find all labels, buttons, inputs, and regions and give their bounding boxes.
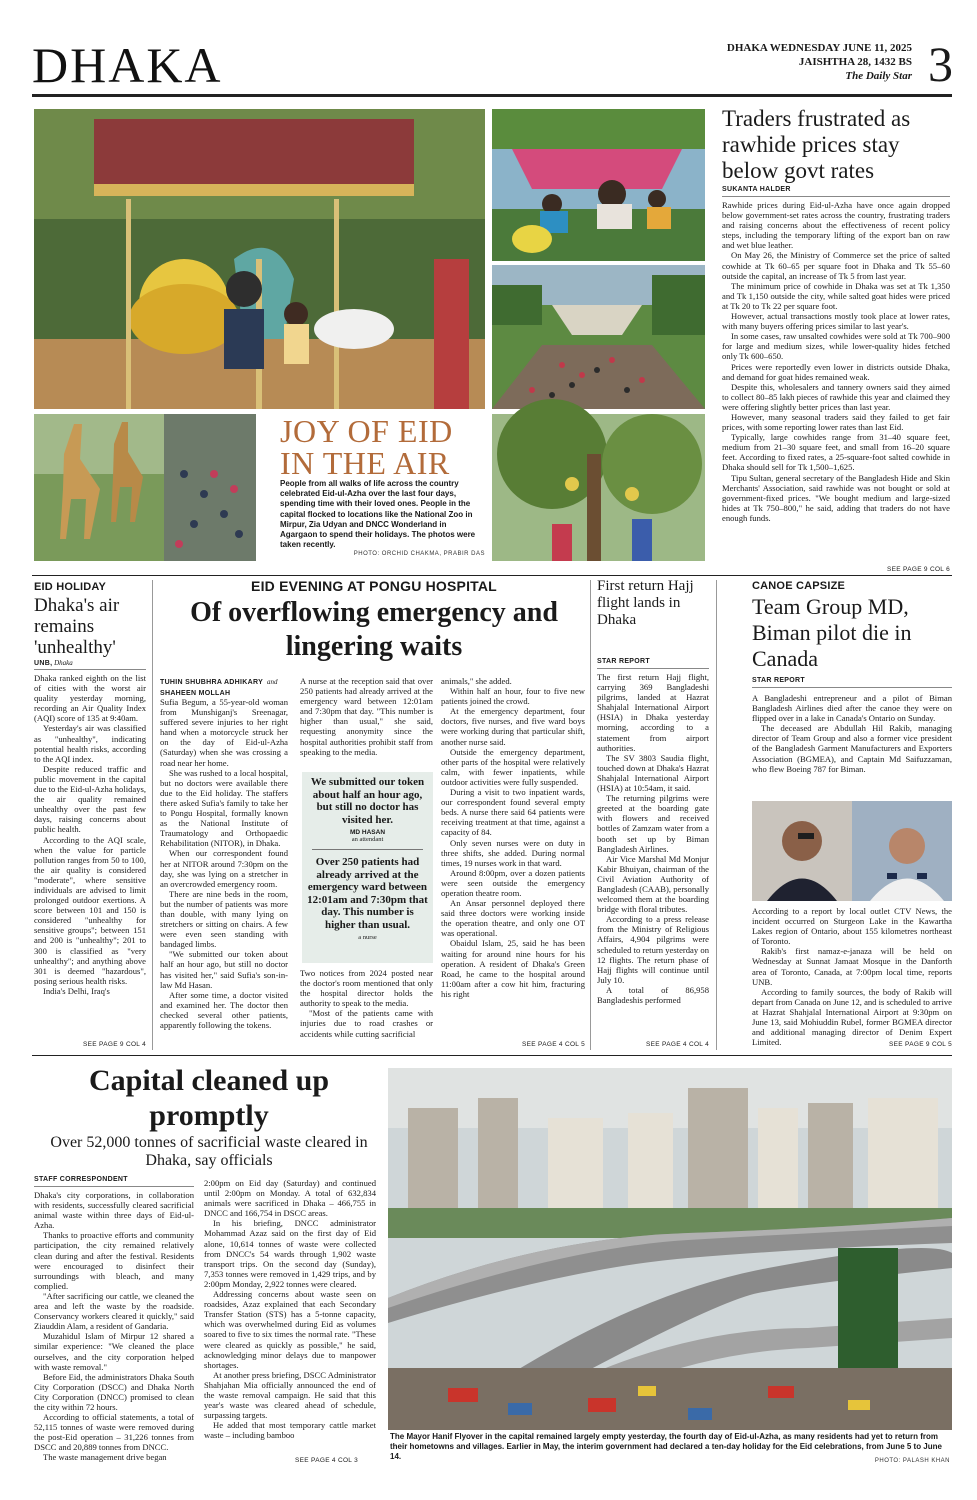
paragraph: Within half an hour, four to five new patients joined the crowd.: [441, 686, 585, 707]
pongu-byline-block: [160, 676, 288, 698]
canoe-body-top: [752, 693, 952, 799]
paragraph: In his briefing, DNCC administrator Mohammad Azaz said on the first day of Eid alone, 10,614 tonnes of waste were collected from DNCC's 54 wards through 1,902 waste transport trips. On the second day (Sunday), 7,353 tonnes were removed in 1,429 trips, and by 2:00pm Monday, 2,922 tonnes were cleared.: [204, 1218, 376, 1289]
paragraph: "We submitted our token about half an hour ago, but still no doctor has visited her," said Sufia's son-in-law Md Hasan.: [160, 949, 288, 990]
paragraph: Two notices from 2024 posted near the doctor's room mentioned that only the hospital director holds the authority to speak to the media.: [300, 968, 433, 1009]
capital-byline-rule: [34, 1186, 194, 1187]
paragraph: Yesterday's air was classified as "unhealthy", indicating potential health risks, according to the AQI index.: [34, 723, 146, 764]
rawhide-body: [722, 200, 950, 565]
air-column-rule: [152, 580, 153, 1050]
paragraph: According to official statements, a total of 52,115 tonnes of waste were removed during the post-Eid operation – 31,226 tonnes from DSCC and 20,889 tonnes from DNCC.: [34, 1412, 194, 1453]
air-headline: Dhaka's air remains 'unhealthy': [34, 595, 120, 658]
page-number: 3: [928, 36, 953, 92]
middle-section-rule: [32, 1055, 952, 1056]
paragraph: According to family sources, the body of Rakib will depart from Canada on June 12, and is scheduled to arrive at Hazrat Shahjalal International Airport at 9:30pm on June 13, said Mohiuddin Rubel, former BGMEA director and additional managing director of Denim Expert Limited.: [752, 986, 952, 1048]
pongu-jump: SEE PAGE 4 COL 5: [522, 1041, 585, 1048]
paragraph: The minimum price of cowhide in Dhaka was set at Tk 1,350 and Tk 1,150 outside the city, while salted goat hides were priced at Tk 20 to Tk 22 per square foot.: [722, 280, 950, 311]
canoe-portraits-photo: [752, 801, 952, 901]
pongu-col1: [160, 697, 288, 1050]
paragraph: The waste management drive began: [43, 1452, 167, 1463]
canoe-byline-rule: [752, 687, 952, 688]
paragraph: animals," she added.: [441, 676, 512, 686]
pongu-quote2-role: a nurse: [358, 934, 377, 941]
paragraph: The deceased are Abdullah Hil Rakib, managing director of Team Group and also a former vice president of the Bangladesh Garment Manufacturers and Exporters Association (BGMEA), and Captain Md Saifuzzaman, who flew Boeing 787 for Biman.: [752, 723, 952, 774]
capital-subhead: Over 52,000 tonnes of sacrificial waste cleared in Dhaka, say officials: [50, 1134, 368, 1169]
paragraph: Around 8:00pm, over a dozen patients were seen outside the emergency operation theatre room.: [441, 867, 585, 898]
pongu-quote1-role: an attendant: [351, 836, 384, 843]
pongu-quote-divider: [312, 849, 423, 850]
paragraph: Obaidul Islam, 25, said he has been waiting for around nine hours for his operation. A resident of Dhaka's Green Road, he came to the hospital around 11:00am after a cow hit him, fracturing his right: [441, 938, 585, 999]
pongu-col2-top: [300, 676, 433, 768]
paragraph: At another press briefing, DSCC Administrator Shahjahan Mia officially announced the end of the waste removal campaign. He said that this year's waste was cleared ahead of schedule, surpassing targets.: [204, 1369, 376, 1421]
flyover-photo: [388, 1068, 952, 1430]
paragraph: Before Eid, the administrators Dhaka South City Corporation (DSCC) and Dhaka North City Corporation (DNCC) promised to clean the city within 72 hours.: [34, 1371, 194, 1412]
paragraph: Addressing concerns about waste seen on roadsides, Azaz explained that each Secondary Transfer Station (STS) has a 5-tonne capacity, which was overwhelmed during Eid as volumes soared to five to six times the normal rate. "These were cleared as quickly as possible," he said, acknowledging minor delays due to manpower shortages.: [204, 1289, 376, 1370]
capital-col1: [34, 1190, 194, 1463]
paragraph: Air Vice Marshal Md Monjur Kabir Bhuiyan, chairman of the Civil Aviation Authority of Bangladesh (CAAB), personally welcomed them at the boarding bridge with floral tributes.: [597, 853, 709, 915]
hajj-column-rule: [716, 580, 717, 1050]
paragraph: Despite reduced traffic and public movement in the capital due to the Eid-ul-Azha holidays, the air quality remained unhealthy over the past few days, raising concerns about public health.: [34, 763, 146, 835]
paragraph: "After sacrificing our cattle, we cleaned the area and left the waste by the roadside. Conservancy workers cleared it quickly," said Ziauddin Alam, a resident of Gandaria.: [34, 1290, 194, 1332]
pongu-column-rule: [590, 580, 591, 1050]
canoe-byline: STAR REPORT: [752, 677, 805, 684]
paragraph: Prices were reportedly even lower in districts outside Dhaka, and demand for goat hides remained weak.: [722, 361, 950, 382]
paragraph: The SV 3803 Saudia flight, touched down at Dhaka's Hazrat Shahjalal International Airport (HSIA) at 10:54am, it said.: [597, 752, 709, 794]
paragraph: During a visit to two inpatient wards, our correspondent found several empty beds. A nurse there said 64 patients were receiving treatment at that time, against a capacity of 84.: [441, 787, 585, 838]
carousel-photo: [34, 109, 485, 409]
paragraph: Despite this, wholesalers and tannery owners said they aimed to collect 80–85 lakh pieces of rawhide this year and claimed they were offering slightly better prices than last year.: [722, 381, 950, 412]
pongu-byline-and: and: [267, 678, 278, 686]
paragraph: He added that most temporary cattle market waste – including bamboo: [204, 1420, 376, 1441]
capital-byline: STAFF CORRESPONDENT: [34, 1176, 128, 1183]
air-byline: UNB,: [34, 660, 53, 667]
paragraph: Typically, large cowhides range from 31–40 square feet, medium from 21–30 square feet, and small from 16–20 square feet. According to fixed rates, a 25-square-foot salted cowhide in Dhaka should sell for Tk 1,500–1,625.: [722, 432, 950, 473]
canoe-jump: SEE PAGE 9 COL 5: [889, 1041, 952, 1048]
paragraph: According to the AQI scale, when the value for particle pollution ranges from 50 to 100, the air quality is considered "moderate", where sensitive individuals are advised to limit prolonged outdoor exertions. A score between 101 and 150 is considered "unhealthy for sensitive groups"; between 151 and 200 is "unhealthy"; 201 to 300 is classified as "very unhealthy"; and anything above 301 is deemed "hazardous", posing serious health risks.: [34, 834, 146, 986]
paragraph: An Ansar personnel deployed there said three doctors were working inside the operation theatre, and only one OT was operational.: [441, 898, 585, 939]
pongu-quote2: Over 250 patients had already arrived at the emergency ward between 12:01am and 7:30pm that day. This number is higher than usual.: [307, 856, 428, 931]
paragraph: The returning pilgrims were greeted at the boarding gate with flowers and received bottles of Zamzam water from a booth set up by Biman Bangladesh Airlines.: [597, 793, 709, 854]
dateline: DHAKA WEDNESDAY JUNE 11, 2025: [726, 42, 912, 54]
paragraph: A total of 86,958 Bangladeshis performed: [597, 984, 709, 1005]
paragraph: Rawhide prices during Eid-ul-Azha have once again dropped below government-set rates across the country, frustrating traders and raising concerns about the effectiveness of recent policy steps, including the temporary lifting of the export ban on raw and wet blue leather.: [722, 200, 950, 251]
hajj-byline-rule: [597, 668, 709, 669]
hajj-headline: First return Hajj flight lands in Dhaka: [597, 578, 694, 628]
paragraph: Rakib's first namaz-e-janaza will be held on Wednesday at Sunnat Jamaat Mosque in the Danforth area of Toronto, Canada, at 7:00pm local time, reports UNB.: [752, 946, 952, 987]
hajj-byline: STAR REPORT: [597, 658, 650, 665]
paragraph: Sufia Begum, a 55-year-old woman from Munshiganj's Sreenagar, suffered severe injuries to her right hand when a motorcycle struck her on the day of Eid-ul-Azha (Saturday) when she was crossing a road near her home.: [160, 697, 288, 768]
paragraph: At the emergency department, four doctors, five nurses, and five ward boys were working during that particular shift, another nurse said.: [441, 706, 585, 747]
rawhide-byline: SUKANTA HALDER: [722, 186, 791, 193]
air-body: [34, 673, 146, 1038]
paragraph: There are nine beds in the room, but the number of patients was more than double, with many lying on stretchers or sitting on chairs. A few were even seen standing with bandaged limbs.: [160, 888, 288, 950]
paragraph: "Most of the patients came with injuries due to road crashes or accidents while cutting sacrificial: [300, 1008, 433, 1039]
paragraph: She was rushed to a local hospital, but no doctors were available there due to the Eid holiday. The staffers there asked Sufia's family to take her to Pongu Hospital, formally known as the National Institute of Traumatology and Orthopaedic Rehabilitation (NITOR), in Dhaka.: [160, 767, 288, 849]
capital-headline: Capital cleaned up promptly: [88, 1064, 330, 1132]
paragraph: Only seven nurses were on duty in three shifts, she added. During normal times, 19 nurses work in that ward.: [441, 837, 585, 868]
paragraph: The first return Hajj flight, carrying 369 Bangladeshi pilgrims, landed at Hazrat Shahjalal International Airport (HSIA) in Dhaka yesterday morning, according to a statement from airport authorities.: [597, 672, 709, 753]
section-title: DHAKA: [32, 37, 223, 93]
air-kicker: EID HOLIDAY: [34, 581, 107, 593]
paragraph: Dhaka's city corporations, in collaboration with residents, successfully cleared sacrificial animal waste within three days of Eid-ul-Azha.: [34, 1190, 194, 1231]
bangla-date: JAISHTHA 28, 1432 BS: [798, 56, 912, 68]
hajj-jump: SEE PAGE 4 COL 4: [646, 1041, 709, 1048]
air-byline-place: Dhaka: [54, 659, 73, 667]
paragraph: India's Delhi, Iraq's: [43, 985, 110, 996]
pongu-quote1: We submitted our token about half an hour ago, but still no doctor has visited her.: [310, 776, 425, 826]
rawhide-byline-rule: [722, 196, 950, 197]
capital-jump: SEE PAGE 4 COL 3: [295, 1457, 358, 1464]
photo-feature-headline: [280, 415, 490, 479]
flyover-credit: PHOTO: PALASH KHAN: [874, 1458, 950, 1464]
pongu-byline: TUHIN SHUBHRA ADHIKARY: [160, 679, 264, 686]
tree-children-photo: [492, 414, 705, 561]
flyover-caption: The Mayor Hanif Flyover in the capital remained largely empty yesterday, the fourth day of Eid-ul-Azha, as many residents had yet to return from their hometowns and villages. Earlier in May, the interim government had declared a ten-day holiday for the Eid celebrations, from June 5 to June 14.: [390, 1432, 942, 1462]
paragraph: According to a report by local outlet CTV News, the incident occurred on Sturgeon Lake in the Kawartha Lakes region of Ontario, about 155 kilometres northeast of Toronto.: [752, 906, 952, 947]
park-crowd-photo: [492, 265, 705, 409]
paragraph: On May 26, the Ministry of Commerce set the price of salted cowhide at Tk 60–65 per square foot in Dhaka and Tk 55–60 outside the capital, an increase of Tk 5 from last year.: [722, 250, 950, 281]
pongu-quote-box: [302, 772, 433, 963]
top-section-rule: [32, 575, 952, 576]
rawhide-headline: Traders frustrated as rawhide prices stay below govt rates: [722, 106, 911, 183]
hajj-body: [597, 672, 709, 1041]
wonderland-photo: [492, 109, 705, 261]
pongu-byline2: SHAHEEN MOLLAH: [160, 690, 231, 697]
capital-col2: [204, 1178, 376, 1460]
paragraph: A Bangladeshi entrepreneur and a pilot of Biman Bangladesh Airlines died after the canoe they were on flipped over in a lake in Canada's Ontario on Sunday.: [752, 693, 952, 724]
paragraph: 2:00pm on Eid day (Saturday) and continued until 2:00pm on Monday. A total of 632,834 animals were sacrificed in Dhaka – 466,755 in DNCC and 166,754 in DSCC areas.: [204, 1178, 376, 1219]
pongu-col2-bottom: [300, 968, 433, 1050]
photo-feature-headline-line1: JOY OF EID: [280, 413, 453, 449]
zoo-giraffe-photo: [34, 414, 256, 561]
paragraph: According to a press release from the Ministry of Religious Affairs, 4,904 pilgrims were scheduled to return yesterday on 12 flights. The return phase of Hajj flights will continue until July 10.: [597, 914, 709, 985]
photo-feature-headline-line2: IN THE AIR: [280, 445, 450, 481]
paragraph: Dhaka ranked eighth on the list of cities with the worst air quality yesterday morning, recording an Air Quality Index (AQI) score of 135 at 9:40am.: [34, 673, 146, 724]
paragraph: A nurse at the reception said that over 250 patients had already arrived at the emergency ward between 12:01am and 7:30pm that day. "This number is higher than usual," she said, requesting anonymity since the hospital authorities prohibit staff from speaking to the media.: [300, 676, 433, 757]
paragraph: However, many seasonal traders said they failed to get fair prices, with some reporting lower rates than last Eid.: [722, 411, 950, 433]
paragraph: Outside the emergency department, other parts of the hospital were relatively calm, with fewer inpatients, while outdoor activities were fully suspended.: [441, 746, 585, 787]
paragraph: After some time, a doctor visited and examined her. The doctor then checked several other patients, apparently following the tokens.: [160, 989, 288, 1030]
paragraph: Muzahidul Islam of Mirpur 12 shared a similar experience: "We cleaned the place ourselves, and the city corporation helped with waste removal.": [34, 1331, 194, 1372]
paragraph: When our correspondent found her at NITOR around 7:30pm on the day, she was lying on a stretcher in an overcrowded emergency room.: [160, 848, 288, 889]
paragraph: Thanks to proactive efforts and community participation, the city remained relatively clean during and after the festival. Residents were encouraged to disinfect their surroundings with bleach, and many complied.: [34, 1230, 194, 1291]
paper-logo: The Daily Star: [845, 70, 912, 82]
masthead-rule: [32, 94, 952, 97]
air-jump: SEE PAGE 9 COL 4: [83, 1041, 146, 1048]
air-byline-rule: [34, 669, 146, 670]
canoe-kicker: CANOE CAPSIZE: [752, 580, 846, 592]
photo-feature-credit: PHOTO: ORCHID CHAKMA, PRABIR DAS: [353, 551, 485, 557]
canoe-headline: Team Group MD, Biman pilot die in Canada: [752, 594, 912, 671]
pongu-col3: [441, 676, 585, 1041]
pongu-quote1-name: MD HASAN: [349, 829, 386, 836]
air-byline-line: [34, 659, 146, 667]
pongu-headline: Of overflowing emergency and lingering waits: [190, 597, 558, 662]
paragraph: However, actual transactions mostly took place at lower rates, with many buyers offering prices similar to last year's.: [722, 311, 950, 332]
photo-feature-caption: People from all walks of life across the country celebrated Eid-ul-Azha over the last four days, spending time with their loved ones. People in the capital flocked to locations like the National Zoo in Mirpur, Zia Udyan and DNCC Wonderland in Agargaon to spend their holidays. The photos were taken recently.: [280, 479, 476, 550]
paragraph: In some cases, raw unsalted cowhides were sold at Tk 700–900 for large and medium sizes, while lower-quality hides fetched only Tk 600–650.: [722, 331, 950, 362]
paragraph: Tipu Sultan, general secretary of the Bangladesh Hide and Skin Merchants' Association, said rawhide was not bought or sold at government-fixed prices. "We bought medium and large-sized hides at Tk 750–800," he said, adding that traders do not have enough funds.: [722, 472, 950, 523]
pongu-kicker: EID EVENING AT PONGU HOSPITAL: [251, 578, 497, 594]
rawhide-jump: SEE PAGE 9 COL 6: [887, 566, 950, 573]
